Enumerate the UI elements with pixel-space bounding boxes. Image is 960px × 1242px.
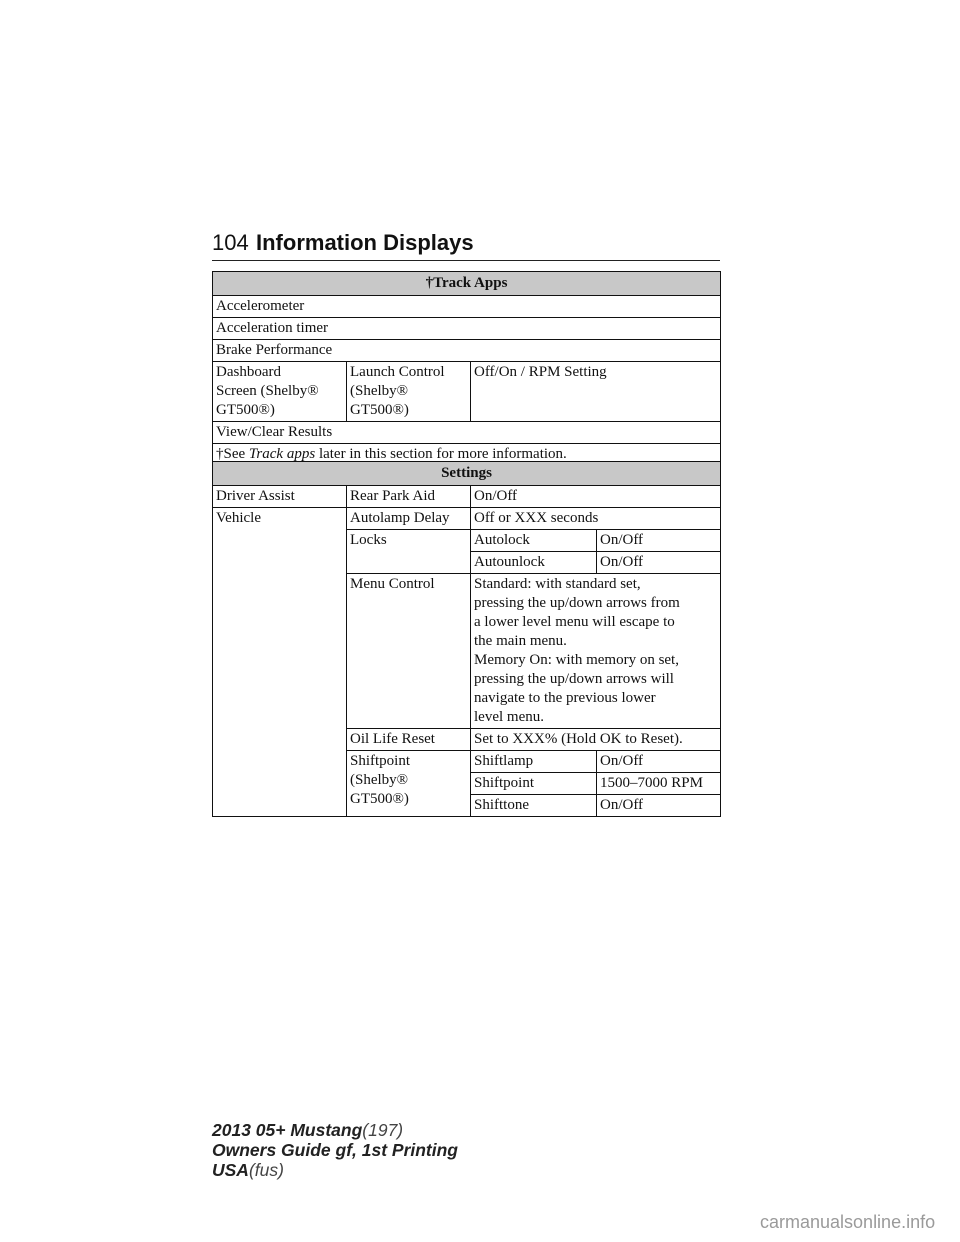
cell-line: Standard: with standard set, (474, 576, 641, 592)
cell-line: pressing the up/down arrows will (474, 671, 674, 687)
autolock-cell: Autolock (471, 530, 597, 552)
footer-market: USA (212, 1160, 249, 1180)
launch-setting-cell: Off/On / RPM Setting (471, 362, 721, 422)
cell-line: navigate to the previous lower (474, 690, 656, 706)
autounlock-value: On/Off (597, 552, 721, 574)
menu-control-description (471, 574, 721, 729)
shifttone-value: On/Off (597, 795, 721, 817)
footer-guide: Owners Guide gf, 1st Printing (212, 1140, 458, 1160)
view-clear-results: View/Clear Results (213, 422, 721, 444)
table-row (213, 296, 721, 318)
footnote-suffix: later in this section for more information. (315, 446, 567, 462)
track-apps-heading: †Track Apps (213, 272, 721, 296)
footer-line-3 (212, 1160, 458, 1180)
footer-line-1 (212, 1120, 458, 1140)
cell-line: GT500®) (350, 791, 409, 807)
track-apps-item: Accelerometer (213, 296, 721, 318)
driver-assist-cell: Driver Assist (213, 486, 347, 508)
settings-heading: Settings (213, 462, 721, 486)
cell-line: GT500®) (350, 402, 409, 418)
track-apps-item: Brake Performance (213, 340, 721, 362)
cell-line: Shiftpoint (350, 753, 411, 769)
locks-cell: Locks (347, 530, 471, 574)
shiftlamp-cell: Shiftlamp (471, 751, 597, 773)
oil-life-reset-value: Set to XXX% (Hold OK to Reset). (471, 729, 721, 751)
footer-line-2 (212, 1140, 458, 1160)
cell-line: Dashboard (216, 364, 281, 380)
table-row (213, 486, 721, 508)
cell-line: (Shelby® (350, 383, 409, 399)
footer-model: 2013 05+ Mustang (212, 1120, 363, 1140)
table-header-row (213, 462, 721, 486)
print-footer (212, 1120, 458, 1180)
oil-life-reset-cell: Oil Life Reset (347, 729, 471, 751)
table-row (213, 422, 721, 444)
cell-line: (Shelby® (350, 772, 409, 788)
footer-page-code: (197) (362, 1120, 404, 1140)
footnote-reference: Track apps (248, 446, 316, 462)
section-title: Information Displays (256, 230, 474, 255)
table-row (213, 340, 721, 362)
autolock-value: On/Off (597, 530, 721, 552)
rear-park-aid-value: On/Off (471, 486, 721, 508)
watermark: carmanualsonline.info (760, 1212, 936, 1232)
track-apps-table (212, 271, 721, 466)
shiftpoint-cell (347, 751, 471, 817)
dashboard-screen-cell (213, 362, 347, 422)
cell-line: level menu. (474, 709, 544, 725)
cell-line: a lower level menu will escape to (474, 614, 675, 630)
settings-table (212, 461, 721, 817)
vehicle-cell: Vehicle (213, 508, 347, 817)
footer-market-code: (fus) (248, 1160, 284, 1180)
launch-control-cell (347, 362, 471, 422)
shiftpoint-range-cell: Shiftpoint (471, 773, 597, 795)
cell-line: GT500®) (216, 402, 275, 418)
shiftlamp-value: On/Off (597, 751, 721, 773)
cell-line: Screen (Shelby® (216, 383, 319, 399)
page-number: 104 (212, 230, 249, 255)
cell-line: pressing the up/down arrows from (474, 595, 680, 611)
shiftpoint-range-value: 1500–7000 RPM (597, 773, 721, 795)
cell-line: Launch Control (350, 364, 445, 380)
table-row (213, 508, 721, 530)
cell-line: the main menu. (474, 633, 567, 649)
table-header-row (213, 272, 721, 296)
table-row (213, 362, 721, 422)
menu-control-cell: Menu Control (347, 574, 471, 729)
page-header (212, 228, 720, 261)
table-row (213, 318, 721, 340)
track-apps-item: Acceleration timer (213, 318, 721, 340)
autolamp-delay-value: Off or XXX seconds (471, 508, 721, 530)
shifttone-cell: Shifttone (471, 795, 597, 817)
rear-park-aid-cell: Rear Park Aid (347, 486, 471, 508)
cell-line: Memory On: with memory on set, (474, 652, 679, 668)
autolamp-delay-cell: Autolamp Delay (347, 508, 471, 530)
footnote-prefix: †See (216, 446, 249, 462)
autounlock-cell: Autounlock (471, 552, 597, 574)
